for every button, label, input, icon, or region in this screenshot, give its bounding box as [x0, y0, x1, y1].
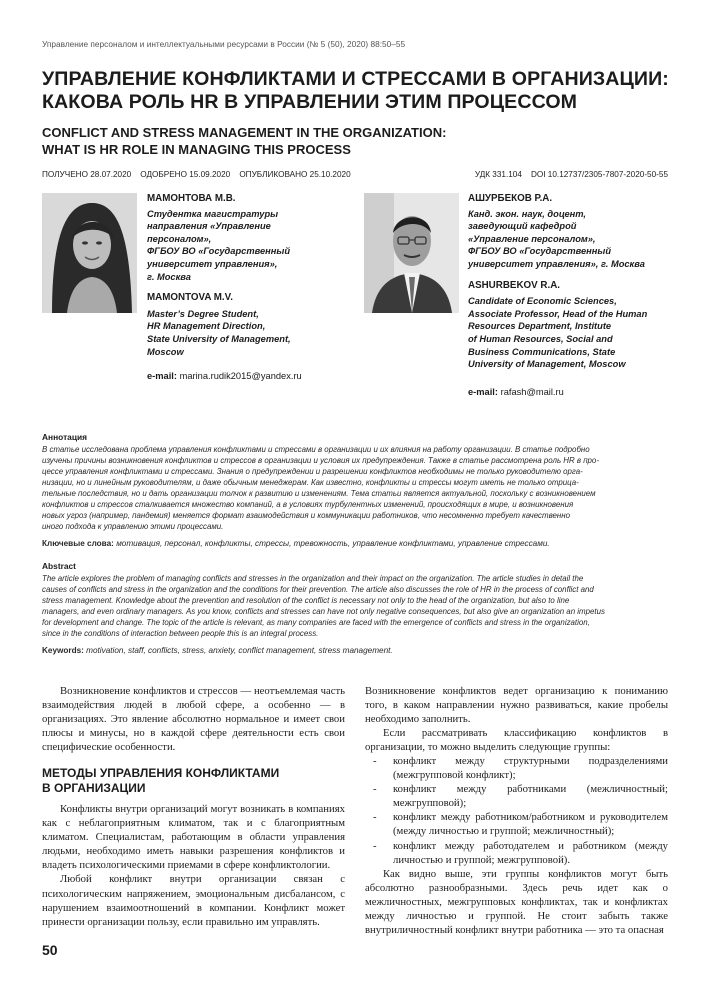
author-affiliation-ru	[468, 208, 678, 271]
author-block-1	[147, 193, 337, 384]
annotation-line: иного подхода к управлению этими процессами.	[42, 522, 224, 531]
email-label: e-mail:	[147, 371, 177, 382]
aff-line: университет управления», г. Москва	[468, 258, 645, 269]
author-email-row	[147, 370, 337, 384]
udk-doi: УДК 331.104 DOI 10.12737/2305-7807-2020-50-55	[474, 170, 668, 179]
aff-line: университет управления»,	[147, 258, 278, 269]
author-name-ru: МАМОНТОВА М.В.	[147, 193, 236, 204]
list-item: - конфликт между работниками (межличностный; межгрупповой);	[373, 783, 668, 810]
article-title-ru-line2: КАКОВА РОЛЬ HR В УПРАВЛЕНИИ ЭТИМ ПРОЦЕССОМ	[42, 91, 578, 113]
abstract-line: since in the conditions of interaction between people this is an integral process.	[42, 629, 319, 638]
aff-line: Master’s Degree Student,	[147, 308, 259, 319]
abstract-line: stress management. Knowledge about the prevention and resolution of the conflict is necessary not only to the head of the organization, but also to line	[42, 596, 570, 605]
body-paragraph: Если рассматривать классификацию конфликтов в организации, то можно выделить следующие группы:	[365, 727, 668, 754]
body-paragraph: Как видно выше, эти группы конфликтов могут быть абсолютно разнообразными. Здесь речь идет как о межличностных, межгрупповых конфликтах, так и конфликтах между личностью и группой. Не стоит забыть также внутриличностный конфликт внутри работника — это та опасная	[365, 867, 668, 936]
body-column-left	[42, 684, 345, 929]
abstract-text	[42, 573, 668, 639]
annotation-line: конфликтов и стрессов сталкивается множество компаний, а в условиях турбулентных изменений, происходящих в мире, и возникновения	[42, 500, 574, 509]
author-photo-ashurbekov	[364, 193, 459, 313]
article-title-en-line1: CONFLICT AND STRESS MANAGEMENT IN THE ORGANIZATION:	[42, 125, 447, 140]
list-item-text: конфликт между работодателем и работником (между личностью и группой; межгрупповой).	[393, 839, 668, 866]
keywords-ru	[42, 538, 668, 549]
aff-line: Business Communications, State	[468, 346, 616, 357]
body-paragraph: Возникновение конфликтов и стрессов — неотъемлемая часть взаимодействия людей в любой сфере, а особенно — в организациях. Это явление абсолютно нормальное и имеет свои плюсы и минусы, но в каждой сфере деятельности есть свои специфические особенности.	[42, 685, 345, 754]
list-item: - конфликт между работодателем и работником (между личностью и группой; межгрупповой).	[373, 839, 668, 866]
annotation-line: тельные последствия, но и дать организации толчок к развитию и изменениям. Тема статьи является актуальной, поскольку с возникновением	[42, 489, 596, 498]
keywords-en	[42, 645, 668, 656]
aff-line: направления «Управление	[147, 221, 271, 232]
author-email-row	[468, 386, 678, 400]
aff-line: ФГБОУ ВО «Государственный	[147, 246, 290, 257]
section-heading-line: В ОРГАНИЗАЦИИ	[42, 781, 146, 796]
abstract-line: causes of conflicts and stress in the organization and the conditions for their prevention. The article also discusses the role of HR in the process of conflict and	[42, 585, 594, 594]
annotation-line: изучены причины возникновения конфликтов и стрессов в организации и условия их предупреждения. Также в статье рассмотрена роль HR в про-	[42, 456, 599, 465]
author-block-2	[468, 193, 678, 399]
author-affiliation-en	[468, 295, 678, 371]
page-number: 50	[42, 942, 58, 958]
aff-line: Resources Department, Institute	[468, 321, 612, 332]
abstract-section	[42, 561, 668, 656]
annotation-text	[42, 444, 668, 532]
aff-line: University of Management, Moscow	[468, 359, 626, 370]
article-title-ru	[42, 68, 682, 114]
aff-line: Канд. экон. наук, доцент,	[468, 208, 587, 219]
keywords-label: Ключевые слова:	[42, 539, 114, 548]
author-name-en: MAMONTOVA M.V.	[147, 292, 233, 304]
list-item-text: конфликт между структурными подразделениями (межгрупповой конфликт);	[393, 755, 668, 782]
aff-line: Associate Professor, Head of the Human	[468, 308, 648, 319]
email-link[interactable]: rafash@mail.ru	[500, 386, 564, 397]
article-title-ru-line1: УПРАВЛЕНИЕ КОНФЛИКТАМИ И СТРЕССАМИ В ОРГАНИЗАЦИИ:	[42, 68, 669, 90]
keywords-label: Keywords:	[42, 646, 84, 655]
aff-line: Студентка магистратуры	[147, 208, 279, 219]
section-heading	[42, 766, 345, 796]
section-heading-line: МЕТОДЫ УПРАВЛЕНИЯ КОНФЛИКТАМИ	[42, 766, 280, 781]
annotation-section	[42, 432, 668, 549]
body-column-right	[365, 684, 668, 937]
author-affiliation-en	[147, 308, 337, 358]
aff-line: Candidate of Economic Sciences,	[468, 296, 617, 307]
body-paragraph: Любой конфликт внутри организации связан с психологическим напряжением, эмоциональным дисбалансом, с нарушением взаимоотношений в компании. Конфликт может принести организации пользу, если правильно им управлять.	[42, 873, 345, 928]
aff-line: HR Management Direction,	[147, 321, 266, 332]
keywords-value: motivation, staff, conflicts, stress, anxiety, conflict management, stress management.	[86, 646, 393, 655]
body-paragraph: Возникновение конфликтов ведет организацию к пониманию того, в каком направлении нужно развиваться, какие пробелы необходимо заполнить.	[365, 685, 668, 726]
author-affiliation-ru	[147, 208, 337, 284]
article-title-en-line2: WHAT IS HR ROLE IN MANAGING THIS PROCESS	[42, 142, 351, 157]
aff-line: «Управление персоналом»,	[468, 233, 596, 244]
aff-line: заведующий кафедрой	[468, 221, 577, 232]
aff-line: of Human Resources, Social and	[468, 333, 613, 344]
body-paragraph: Конфликты внутри организаций могут возникать в компаниях как с неблагоприятным климатом, так и с благоприятным климатом. Специалистам, работающим в области управления людьми, необходимо иметь навыки разрешения конфликтов и владеть психологическими приемами в сфере конфликтологии.	[42, 803, 345, 872]
abstract-label: Abstract	[42, 561, 76, 571]
annotation-line: низации, но и линейным руководителям, и даже обычным менеджерам. Как известно, конфликты и стрессы могут иметь не только отрица-	[42, 478, 579, 487]
publication-dates: ПОЛУЧЕНО 28.07.2020 ОДОБРЕНО 15.09.2020 ОПУБЛИКОВАНО 25.10.2020	[42, 170, 351, 179]
author-photo-mamontova	[42, 193, 137, 313]
running-header: Управление персоналом и интеллектуальными ресурсами в России (№ 5 (50), 2020) 88:50–55	[42, 39, 406, 49]
article-title-en	[42, 124, 682, 158]
aff-line: Moscow	[147, 346, 184, 357]
list-item-text: конфликт между работником/работником и руководителем (между личностью и группой; межличностный);	[393, 811, 668, 838]
list-item: - конфликт между работником/работником и руководителем (между личностью и группой; межличностный);	[373, 811, 668, 838]
keywords-value: мотивация, персонал, конфликты, стрессы, тревожность, управление конфликтами, управление стрессами.	[116, 539, 550, 548]
annotation-line: В статье исследована проблема управления конфликтами и стрессами в организации и их влияния на работу организации. В статье подробно	[42, 445, 590, 454]
email-link[interactable]: marina.rudik2015@yandex.ru	[179, 371, 302, 382]
email-label: e-mail:	[468, 386, 498, 397]
abstract-line: for development and change. The topic of the article is relevant, as many companies are faced with the emergence of conflicts and stress in the organization,	[42, 618, 590, 627]
aff-line: г. Москва	[147, 271, 191, 282]
annotation-line: цессе управления конфликтами и стрессами. Знания о предупреждении и разрешении конфликтов необходимы не только руководителю орга-	[42, 467, 583, 476]
aff-line: ФГБОУ ВО «Государственный	[468, 246, 611, 257]
list-item-text: конфликт между работниками (межличностный; межгрупповой);	[393, 783, 668, 810]
conflict-types-list	[365, 754, 668, 866]
abstract-line: managers, and even ordinary managers. As you know, conflicts and stresses can have not only negative consequences, but also give an organization an impetus	[42, 607, 605, 616]
author-name-en: ASHURBEKOV R.A.	[468, 279, 560, 291]
abstract-line: The article explores the problem of managing conflicts and stresses in the organization and their impact on the organization. The article studies in detail the	[42, 574, 584, 583]
annotation-label: Аннотация	[42, 432, 88, 442]
author-name-ru: АШУРБЕКОВ Р.А.	[468, 193, 553, 204]
annotation-line: новых угроз (например, пандемия) меняется формат взаимодействия и коммуникации работников, что несомненно требует качественно	[42, 511, 570, 520]
list-item: - конфликт между структурными подразделениями (межгрупповой конфликт);	[373, 755, 668, 782]
aff-line: State University of Management,	[147, 333, 291, 344]
aff-line: персоналом»,	[147, 233, 212, 244]
